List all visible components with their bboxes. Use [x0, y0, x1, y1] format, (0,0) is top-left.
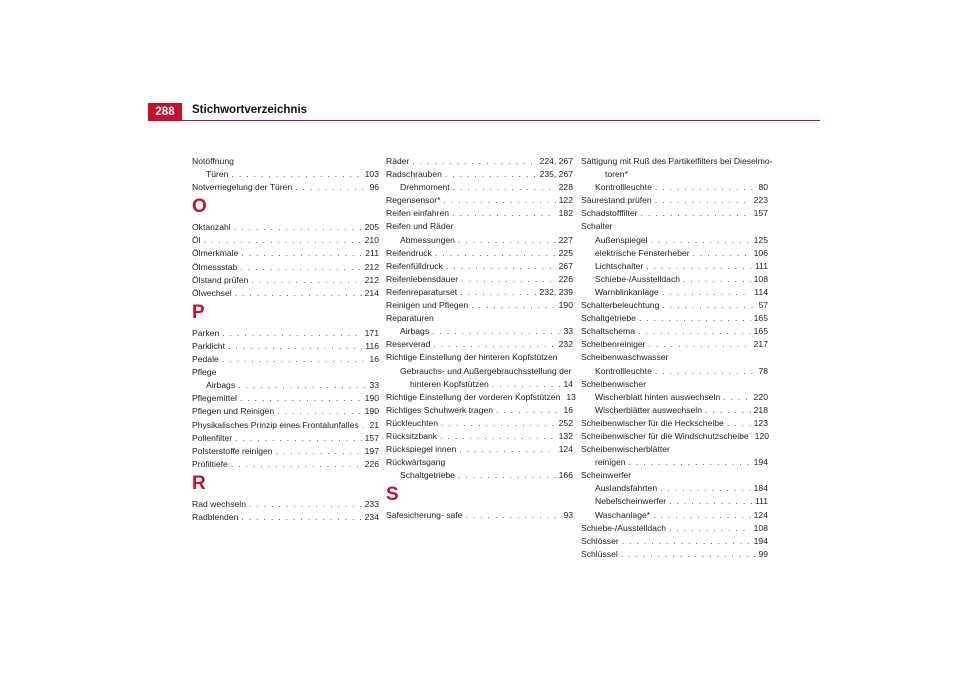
entry-label: Airbags	[206, 380, 236, 391]
entry-label: Regensensor*	[386, 195, 441, 206]
entry-label: Reifenlebensdauer	[386, 273, 459, 284]
entry-page: 223	[753, 195, 768, 206]
entry-page: 184	[753, 483, 768, 494]
entry-page: 103	[364, 169, 379, 180]
header-divider	[148, 120, 820, 121]
index-entry	[192, 247, 379, 260]
entry-label: Rücksitzbank	[386, 430, 438, 441]
entry-page: 227	[558, 234, 573, 245]
index-entry	[192, 419, 379, 432]
entry-page: 122	[558, 195, 573, 206]
index-entry	[581, 286, 768, 299]
entry-page: 218	[753, 404, 768, 415]
entry-page: 114	[754, 286, 768, 297]
entry-label: Abmessungen	[400, 234, 455, 245]
entry-label: Ölwechsel	[192, 287, 232, 298]
entry-label: elektrische Fensterheber	[595, 247, 690, 258]
index-entry	[581, 207, 768, 220]
entry-page: 225	[558, 247, 573, 258]
index-entry	[192, 287, 379, 300]
index-entry	[386, 234, 573, 247]
entry-page: 96	[369, 182, 379, 193]
index-column-2	[386, 155, 576, 522]
entry-label: Nebelscheinwerfer	[595, 496, 667, 507]
index-entry	[581, 234, 768, 247]
index-entry	[192, 405, 379, 418]
entry-label: Rückspiegel innen	[386, 444, 457, 455]
index-entry	[581, 338, 768, 351]
entry-page: 99	[758, 548, 768, 559]
entry-page: 108	[753, 273, 768, 284]
entry-page: 220	[753, 391, 768, 402]
entry-label: Ölstand prüfen	[192, 274, 249, 285]
entry-label: Pollenfilter	[192, 432, 233, 443]
entry-page: 232	[558, 339, 573, 350]
index-entry	[192, 274, 379, 287]
entry-label: Räder	[386, 156, 410, 166]
index-entry	[386, 247, 573, 260]
section-letter-o: O	[192, 196, 207, 218]
entry-page: 123	[753, 417, 768, 428]
index-entry	[386, 417, 573, 430]
entry-page: 33	[369, 380, 379, 391]
entry-page: 111	[754, 260, 768, 271]
index-entry	[581, 181, 768, 194]
index-entry	[386, 286, 573, 299]
index-entry	[386, 430, 573, 443]
index-entry	[192, 445, 379, 458]
index-heading: Scheibenwischerblätter	[581, 444, 670, 455]
entry-page: 116	[365, 340, 379, 351]
entry-page: 228	[558, 182, 573, 193]
entry-label: Pedale	[192, 354, 219, 365]
entry-page: 190	[364, 393, 379, 404]
entry-page: 106	[753, 247, 768, 258]
index-entry	[386, 391, 576, 404]
index-heading: Notöffnung	[192, 156, 234, 166]
entry-label: Physikalisches Prinzip eines Frontalunfalles	[192, 419, 359, 430]
entry-page: 190	[558, 300, 573, 311]
index-heading: Reifen und Räder	[386, 221, 454, 232]
entry-label: Reinigen und Pflegen	[386, 300, 469, 311]
entry-label: Ölmessstab	[192, 261, 238, 272]
index-entry	[581, 430, 768, 443]
entry-page: 16	[369, 354, 379, 365]
index-entry	[581, 312, 768, 325]
index-entry	[581, 482, 768, 495]
entry-page: 165	[753, 326, 768, 337]
index-entry	[581, 522, 768, 535]
entry-label: Reifenfülldruck	[386, 260, 443, 271]
entry-page: 33	[563, 326, 573, 337]
index-entry	[581, 404, 768, 417]
index-entry	[192, 458, 379, 471]
index-entry	[192, 234, 379, 247]
entry-label: Parklicht	[192, 340, 225, 351]
index-heading: Reparaturen	[386, 313, 434, 324]
entry-label: Wischerblätter auswechseln	[595, 404, 702, 415]
entry-label: Lichtschalter	[595, 260, 644, 271]
entry-page: 235, 267	[539, 169, 573, 180]
entry-label: Schaltgetriebe	[400, 470, 455, 481]
entry-label: Pflegemittel	[192, 393, 237, 404]
index-heading: Scheibenwaschwasser	[581, 352, 669, 363]
entry-page: 78	[758, 365, 768, 376]
index-heading: Pflege	[192, 367, 217, 378]
entry-page: 14	[563, 378, 573, 389]
entry-label: Wischerblatt hinten auswechseln	[595, 391, 721, 402]
entry-page: 214	[364, 287, 379, 298]
entry-page: 232, 239	[539, 286, 573, 297]
entry-label: Airbags	[400, 326, 430, 337]
entry-page: 234	[364, 511, 379, 522]
index-entry	[192, 353, 379, 366]
index-entry	[581, 548, 768, 561]
entry-page: 211	[365, 248, 379, 259]
entry-page: 226	[364, 458, 379, 469]
entry-label: Reifendruck	[386, 247, 432, 258]
entry-label: Radblenden	[192, 511, 239, 522]
entry-label: Schaltschema	[581, 326, 635, 337]
entry-label: Schaltgetriebe	[581, 313, 636, 324]
entry-label: hinteren Kopfstützen	[410, 378, 489, 389]
index-entry	[581, 495, 768, 508]
entry-page: 124	[558, 444, 573, 455]
entry-label: Kontrollleuchte	[595, 182, 652, 193]
index-entry	[386, 194, 573, 207]
index-entry	[192, 261, 379, 274]
entry-page: 224, 267	[539, 156, 573, 166]
entry-page: 190	[364, 406, 379, 417]
entry-page: 157	[753, 208, 768, 219]
entry-page: 226	[558, 273, 573, 284]
entry-page: 166	[558, 470, 573, 481]
entry-label: Schalterbeleuchtung	[581, 300, 660, 311]
entry-page: 80	[758, 182, 768, 193]
index-entry	[581, 509, 768, 522]
entry-label: Richtiges Schuhwerk tragen	[386, 404, 493, 415]
entry-page: 111	[754, 496, 768, 507]
index-entry	[386, 325, 573, 338]
index-entry	[386, 469, 573, 482]
entry-label: Pflegen und Reinigen	[192, 406, 275, 417]
index-subheading: Gebrauchs- und Außergebrauchsstellung der	[400, 365, 572, 376]
entry-page: 182	[558, 208, 573, 219]
index-entry	[386, 509, 573, 522]
index-entry	[581, 391, 768, 404]
index-entry	[192, 327, 379, 340]
index-entry	[581, 194, 768, 207]
entry-page: 205	[364, 222, 379, 233]
entry-label: Öl	[192, 235, 201, 246]
entry-label: reinigen	[595, 457, 626, 468]
entry-label: Rad wechseln	[192, 498, 246, 509]
entry-label: Außenspiegel	[595, 234, 648, 245]
index-entry	[386, 155, 573, 168]
entry-label: Waschanlage*	[595, 509, 651, 520]
entry-page: 57	[758, 300, 768, 311]
entry-page: 171	[364, 327, 379, 338]
entry-label: Schiebe-/Ausstelldach	[581, 522, 667, 533]
entry-label: Türen	[206, 169, 229, 180]
entry-page: 132	[558, 430, 573, 441]
entry-label: Reserverad	[386, 339, 431, 350]
index-entry	[386, 168, 573, 181]
index-heading: Scheibenwischer	[581, 378, 646, 389]
index-entry	[386, 299, 573, 312]
index-entry	[386, 273, 573, 286]
entry-label: Safesicherung- safe	[386, 510, 463, 521]
entry-label: Auslandsfahrten	[595, 483, 658, 494]
index-heading: Scheinwerfer	[581, 470, 632, 481]
index-heading: Schalter	[581, 221, 613, 232]
index-entry	[386, 181, 573, 194]
entry-label: Reifenreparaturset	[386, 286, 458, 297]
entry-page: 217	[753, 339, 768, 350]
entry-page: 252	[558, 417, 573, 428]
entry-label: Profiltiefe	[192, 458, 228, 469]
entry-page: 125	[753, 234, 768, 245]
index-entry	[192, 221, 379, 234]
section-letter-s: S	[386, 484, 399, 506]
index-entry	[386, 443, 573, 456]
entry-label: Parken	[192, 327, 220, 338]
index-entry	[581, 456, 768, 469]
section-letter-p: P	[192, 301, 205, 323]
entry-page: 197	[364, 445, 379, 456]
entry-label: Rückleuchten	[386, 417, 439, 428]
entry-label: Kontrollleuchte	[595, 365, 652, 376]
index-entry	[192, 379, 379, 392]
entry-page: 16	[563, 404, 573, 415]
section-letter-r: R	[192, 472, 206, 494]
index-column-1	[192, 155, 379, 524]
index-heading: Sättigung mit Ruß des Partikelfilters bei Dieselmo-	[581, 156, 773, 166]
index-heading: Richtige Einstellung der hinteren Kopfstützen	[386, 352, 558, 363]
entry-label: Schlösser	[581, 535, 619, 546]
index-entry	[386, 338, 573, 351]
page-number: 288	[148, 103, 182, 120]
entry-label: Drehmoment	[400, 182, 450, 193]
entry-page: 165	[753, 313, 768, 324]
entry-label: Schiebe-/Ausstelldach	[595, 273, 681, 284]
index-entry	[581, 299, 768, 312]
page-title: Stichwortverzeichnis	[192, 104, 308, 116]
entry-page: 212	[364, 261, 379, 272]
index-entry	[386, 260, 573, 273]
entry-label: Schlüssel	[581, 548, 618, 559]
index-entry	[581, 365, 768, 378]
entry-page: 124	[753, 509, 768, 520]
entry-label: Richtige Einstellung der vorderen Kopfstützen	[386, 391, 561, 402]
entry-page: 21	[369, 419, 379, 430]
entry-label: Säurestand prüfen	[581, 195, 652, 206]
index-entry	[581, 325, 768, 338]
entry-label: Scheibenwischer für die Windschutzscheibe	[581, 430, 749, 441]
entry-page: 194	[753, 457, 768, 468]
entry-label: Polsterstoffe reinigen	[192, 445, 273, 456]
entry-label: Scheibenwischer für die Heckscheibe	[581, 417, 724, 428]
entry-page: 194	[753, 535, 768, 546]
entry-label: Radschrauben	[386, 169, 442, 180]
entry-page: 13	[566, 391, 576, 402]
index-entry	[192, 498, 379, 511]
index-entry	[192, 511, 379, 524]
index-entry	[192, 181, 379, 194]
entry-page: 157	[364, 432, 379, 443]
entry-label: Notverriegelung der Türen	[192, 182, 293, 193]
entry-label: Ölmerkmale	[192, 248, 239, 259]
index-entry	[386, 378, 573, 391]
entry-label: Oktanzahl	[192, 222, 231, 233]
entry-label: Reifen einfahren	[386, 208, 450, 219]
index-entry	[192, 392, 379, 405]
index-entry	[386, 207, 573, 220]
entry-page: 93	[563, 510, 573, 521]
index-entry	[581, 273, 768, 286]
index-entry	[581, 247, 768, 260]
entry-page: 210	[364, 235, 379, 246]
index-entry	[192, 432, 379, 445]
index-column-3	[581, 155, 773, 561]
entry-label: Scheibenreiniger	[581, 339, 646, 350]
index-entry	[192, 340, 379, 353]
index-heading-continuation: toren*	[605, 169, 628, 180]
entry-page: 267	[558, 260, 573, 271]
entry-page: 120	[754, 430, 770, 441]
entry-label: Warnblinkanlage	[595, 286, 659, 297]
index-entry	[581, 535, 768, 548]
index-entry	[386, 404, 573, 417]
entry-page: 233	[364, 498, 379, 509]
index-entry	[192, 168, 379, 181]
index-entry	[581, 260, 768, 273]
index-entry	[581, 417, 768, 430]
entry-label: Schadstofffilter	[581, 208, 638, 219]
entry-page: 212	[364, 274, 379, 285]
entry-page: 108	[753, 522, 768, 533]
index-heading: Rückwärtsgang	[386, 457, 446, 468]
